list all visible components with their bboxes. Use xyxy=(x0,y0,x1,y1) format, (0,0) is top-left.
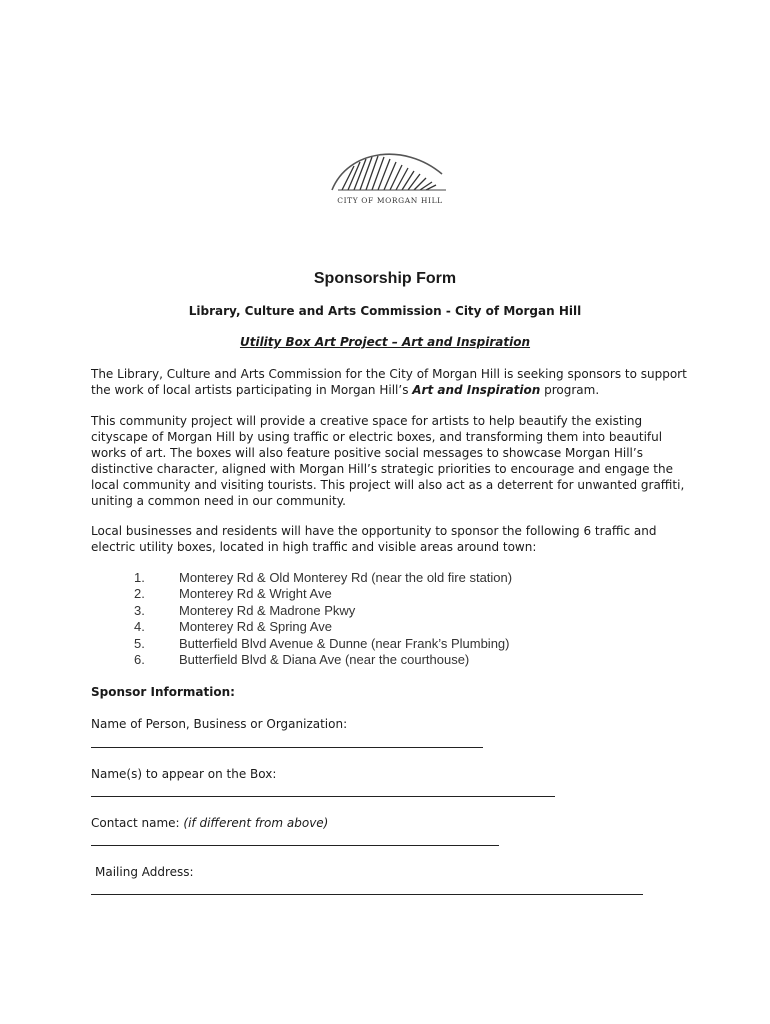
intro-text-before: The Library, Culture and Arts Commission for the City of Morgan Hill is seeking sponsors to support the work of local artists participating in Morgan Hill’s xyxy=(91,367,687,397)
name-field-line[interactable] xyxy=(91,747,483,748)
mailing-address-label: Mailing Address: xyxy=(95,865,194,879)
list-item-text: Butterfield Blvd & Diana Ave (near the courthouse) xyxy=(179,651,470,667)
list-item-text: Monterey Rd & Wright Ave xyxy=(179,586,332,602)
box-name-field-label: Name(s) to appear on the Box: xyxy=(91,767,277,781)
mailing-address-line[interactable] xyxy=(91,894,643,895)
sponsor-heading: Sponsor Information: xyxy=(91,685,235,699)
list-item-number: 6. xyxy=(134,651,145,667)
contact-field-label xyxy=(91,816,328,830)
contact-field-line[interactable] xyxy=(91,845,499,846)
list-item-text: Monterey Rd & Old Monterey Rd (near the old fire station) xyxy=(179,570,513,585)
project-description-paragraph: This community project will provide a creative space for artists to help beautify the existing cityscape of Morgan Hill by using traffic or electric boxes, and transforming them into beautiful works of art. The boxes will also feature positive social messages to showcase Morgan Hill’s distinctive character, aligned with Morgan Hill’s strategic priorities to encourage and engage the local community and visiting tourists. This project will also act as a deterrent for unwanted graffiti, uniting a common need in our community. xyxy=(91,414,685,508)
project-title: Utility Box Art Project – Art and Inspiration xyxy=(239,335,531,349)
opportunity-paragraph: Local businesses and residents will have the opportunity to sponsor the following 6 traffic and electric utility boxes, located in high traffic and visible areas around town: xyxy=(91,524,657,554)
list-item-text: Monterey Rd & Spring Ave xyxy=(179,619,332,635)
intro-paragraph xyxy=(91,366,691,398)
list-item-text: Butterfield Blvd Avenue & Dunne (near Frank’s Plumbing) xyxy=(179,635,510,651)
list-item-text: Monterey Rd & Madrone Pkwy xyxy=(179,602,356,618)
list-item-number: 5. xyxy=(134,635,145,651)
contact-note: (if different from above) xyxy=(183,816,329,830)
name-field-label: Name of Person, Business or Organization: xyxy=(91,717,348,731)
list-item-number: 2. xyxy=(134,586,145,602)
program-name: Art and Inspiration xyxy=(412,383,541,397)
list-item-number: 1. xyxy=(134,570,145,585)
form-title: Sponsorship Form xyxy=(313,270,457,287)
intro-text-after: program. xyxy=(540,383,600,397)
form-subtitle: Library, Culture and Arts Commission - City of Morgan Hill xyxy=(188,304,582,318)
list-item-number: 4. xyxy=(134,619,145,635)
list-item-number: 3. xyxy=(134,602,145,618)
logo-caption: CITY OF MORGAN HILL xyxy=(337,196,443,205)
contact-label-text: Contact name: xyxy=(91,816,184,830)
box-name-field-line[interactable] xyxy=(91,796,555,797)
